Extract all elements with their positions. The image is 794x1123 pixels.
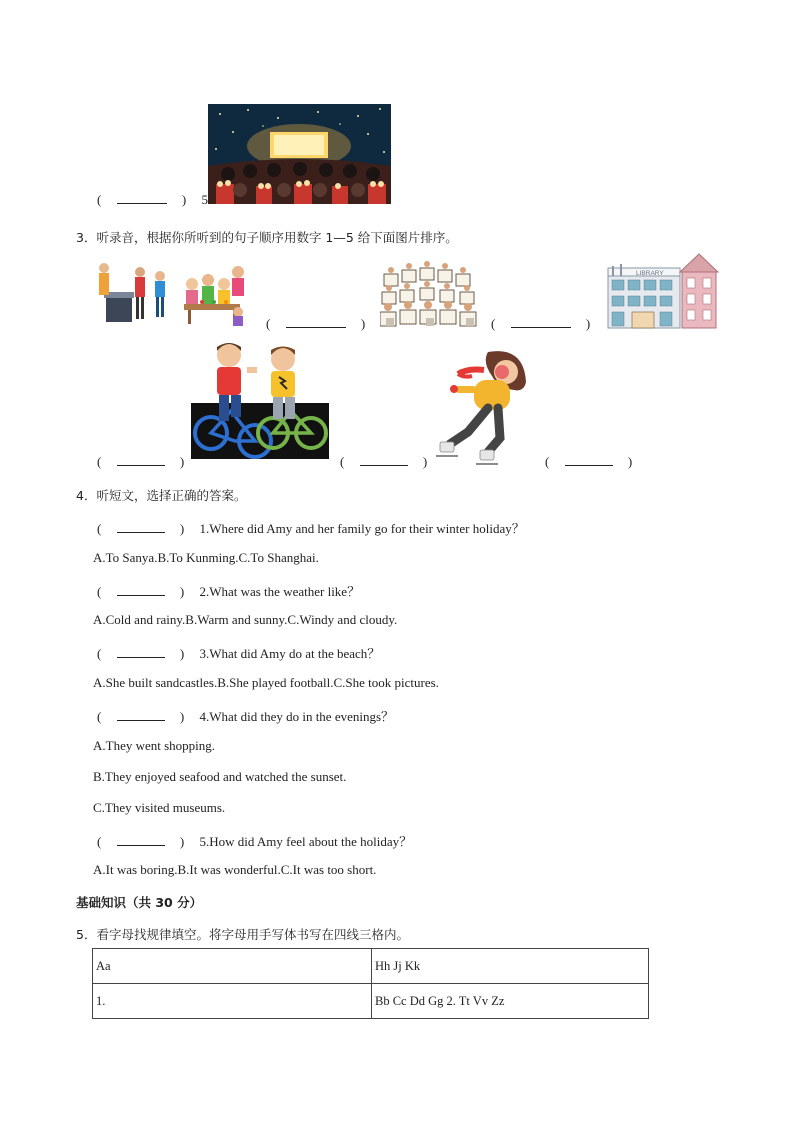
paren-open: ( — [97, 709, 102, 724]
picture3-answer — [545, 454, 632, 470]
question-1-options: A.To Sanya.B.To Kunming.C.To Shanghai. — [93, 550, 319, 565]
girl-skating-icon — [428, 348, 534, 468]
paren-close: ) — [179, 834, 185, 849]
library-building-picture — [606, 252, 720, 330]
paren-close: ) — [585, 316, 591, 331]
paren-close: ) — [179, 646, 185, 661]
table-cell: Bb Cc Dd Gg 2. Tt Vv Zz — [372, 984, 649, 1019]
cinema-icon — [208, 104, 391, 204]
section3-heading: 3．听录音，根据你所听到的句子顺序用数字 1—5 给下面图片排序。 — [76, 230, 458, 245]
question-text: 1.Where did Amy and her family go for their winter holiday？ — [199, 521, 525, 536]
paren-close: ) — [179, 584, 185, 599]
question-3 — [97, 643, 380, 662]
paren-close: ) — [179, 454, 185, 469]
library-sign: LIBRARY — [636, 270, 664, 277]
section5-heading: 5．看字母找规律填空。将字母用手写体书写在四线三格内。 — [76, 927, 409, 942]
cinema-picture — [208, 104, 391, 204]
question-text: 5.How did Amy feel about the holiday？ — [199, 834, 413, 849]
question-text: 3.What did Amy do at the beach？ — [199, 646, 381, 661]
item-number: 5. — [201, 192, 212, 207]
q2-item5-answer — [97, 192, 211, 208]
paren-close: ) — [422, 454, 428, 469]
question-1 — [97, 518, 525, 537]
table-cell: 1. — [93, 984, 372, 1019]
question-2 — [97, 581, 360, 600]
paren-open: ( — [340, 454, 345, 469]
paren-close: ) — [181, 192, 187, 207]
answer-blank[interactable] — [117, 521, 165, 533]
answer-blank[interactable] — [360, 454, 408, 466]
answer-blank[interactable] — [117, 646, 165, 658]
question-text: 4.What did they do in the evenings？ — [199, 709, 395, 724]
girl-skating-picture — [428, 348, 534, 468]
paren-open: ( — [97, 454, 102, 469]
question-4-option-a: A.They went shopping. — [93, 738, 216, 753]
table-row — [93, 984, 649, 1019]
paren-close: ) — [179, 709, 185, 724]
paren-open: ( — [97, 646, 102, 661]
question-text: 2.What was the weather like？ — [199, 584, 361, 599]
picture2-answer — [491, 316, 590, 332]
answer-blank[interactable] — [117, 192, 167, 204]
question-2-options: A.Cold and rainy.B.Warm and sunny.C.Windy and cloudy. — [93, 612, 398, 627]
basics-heading: 基础知识（共 30 分） — [76, 895, 203, 910]
paren-open: ( — [97, 192, 102, 207]
paren-open: ( — [545, 454, 550, 469]
classroom-students-icon — [380, 260, 478, 330]
paren-open: ( — [491, 316, 496, 331]
answer-blank[interactable] — [286, 316, 346, 328]
answer-blank[interactable] — [117, 454, 165, 466]
answer-blank[interactable] — [511, 316, 571, 328]
table-row — [93, 949, 649, 984]
classroom-students-picture — [380, 260, 478, 330]
letter-table — [92, 948, 649, 1019]
picture1-answer — [266, 316, 365, 332]
question-5 — [97, 831, 412, 850]
boys-cycling-picture — [191, 341, 329, 463]
table-cell: Hh Jj Kk — [372, 949, 649, 984]
question-4-option-b: B.They enjoyed seafood and watched the sunset. — [93, 769, 347, 784]
paren-open: ( — [266, 316, 271, 331]
section4-heading: 4．听短文，选择正确的答案。 — [76, 488, 247, 503]
answer-blank[interactable] — [117, 834, 165, 846]
boys-cycling-icon — [191, 341, 329, 463]
paren-open: ( — [97, 584, 102, 599]
children-party-picture — [92, 258, 250, 328]
paren-close: ) — [627, 454, 633, 469]
paren-close: ) — [179, 521, 185, 536]
answer-blank[interactable] — [117, 584, 165, 596]
children-party-icon — [92, 258, 250, 328]
table-cell: Aa — [93, 949, 372, 984]
question-4 — [97, 706, 394, 725]
library-building-icon — [606, 252, 720, 330]
paren-open: ( — [97, 834, 102, 849]
paren-close: ) — [360, 316, 366, 331]
question-4-option-c: C.They visited museums. — [93, 800, 226, 815]
answer-blank[interactable] — [117, 709, 165, 721]
paren-open: ( — [97, 521, 102, 536]
picture5-answer — [340, 454, 427, 470]
picture4-answer — [97, 454, 184, 470]
answer-blank[interactable] — [565, 454, 613, 466]
question-5-options: A.It was boring.B.It was wonderful.C.It was too short. — [93, 862, 377, 877]
question-3-options: A.She built sandcastles.B.She played football.C.She took pictures. — [93, 675, 439, 690]
